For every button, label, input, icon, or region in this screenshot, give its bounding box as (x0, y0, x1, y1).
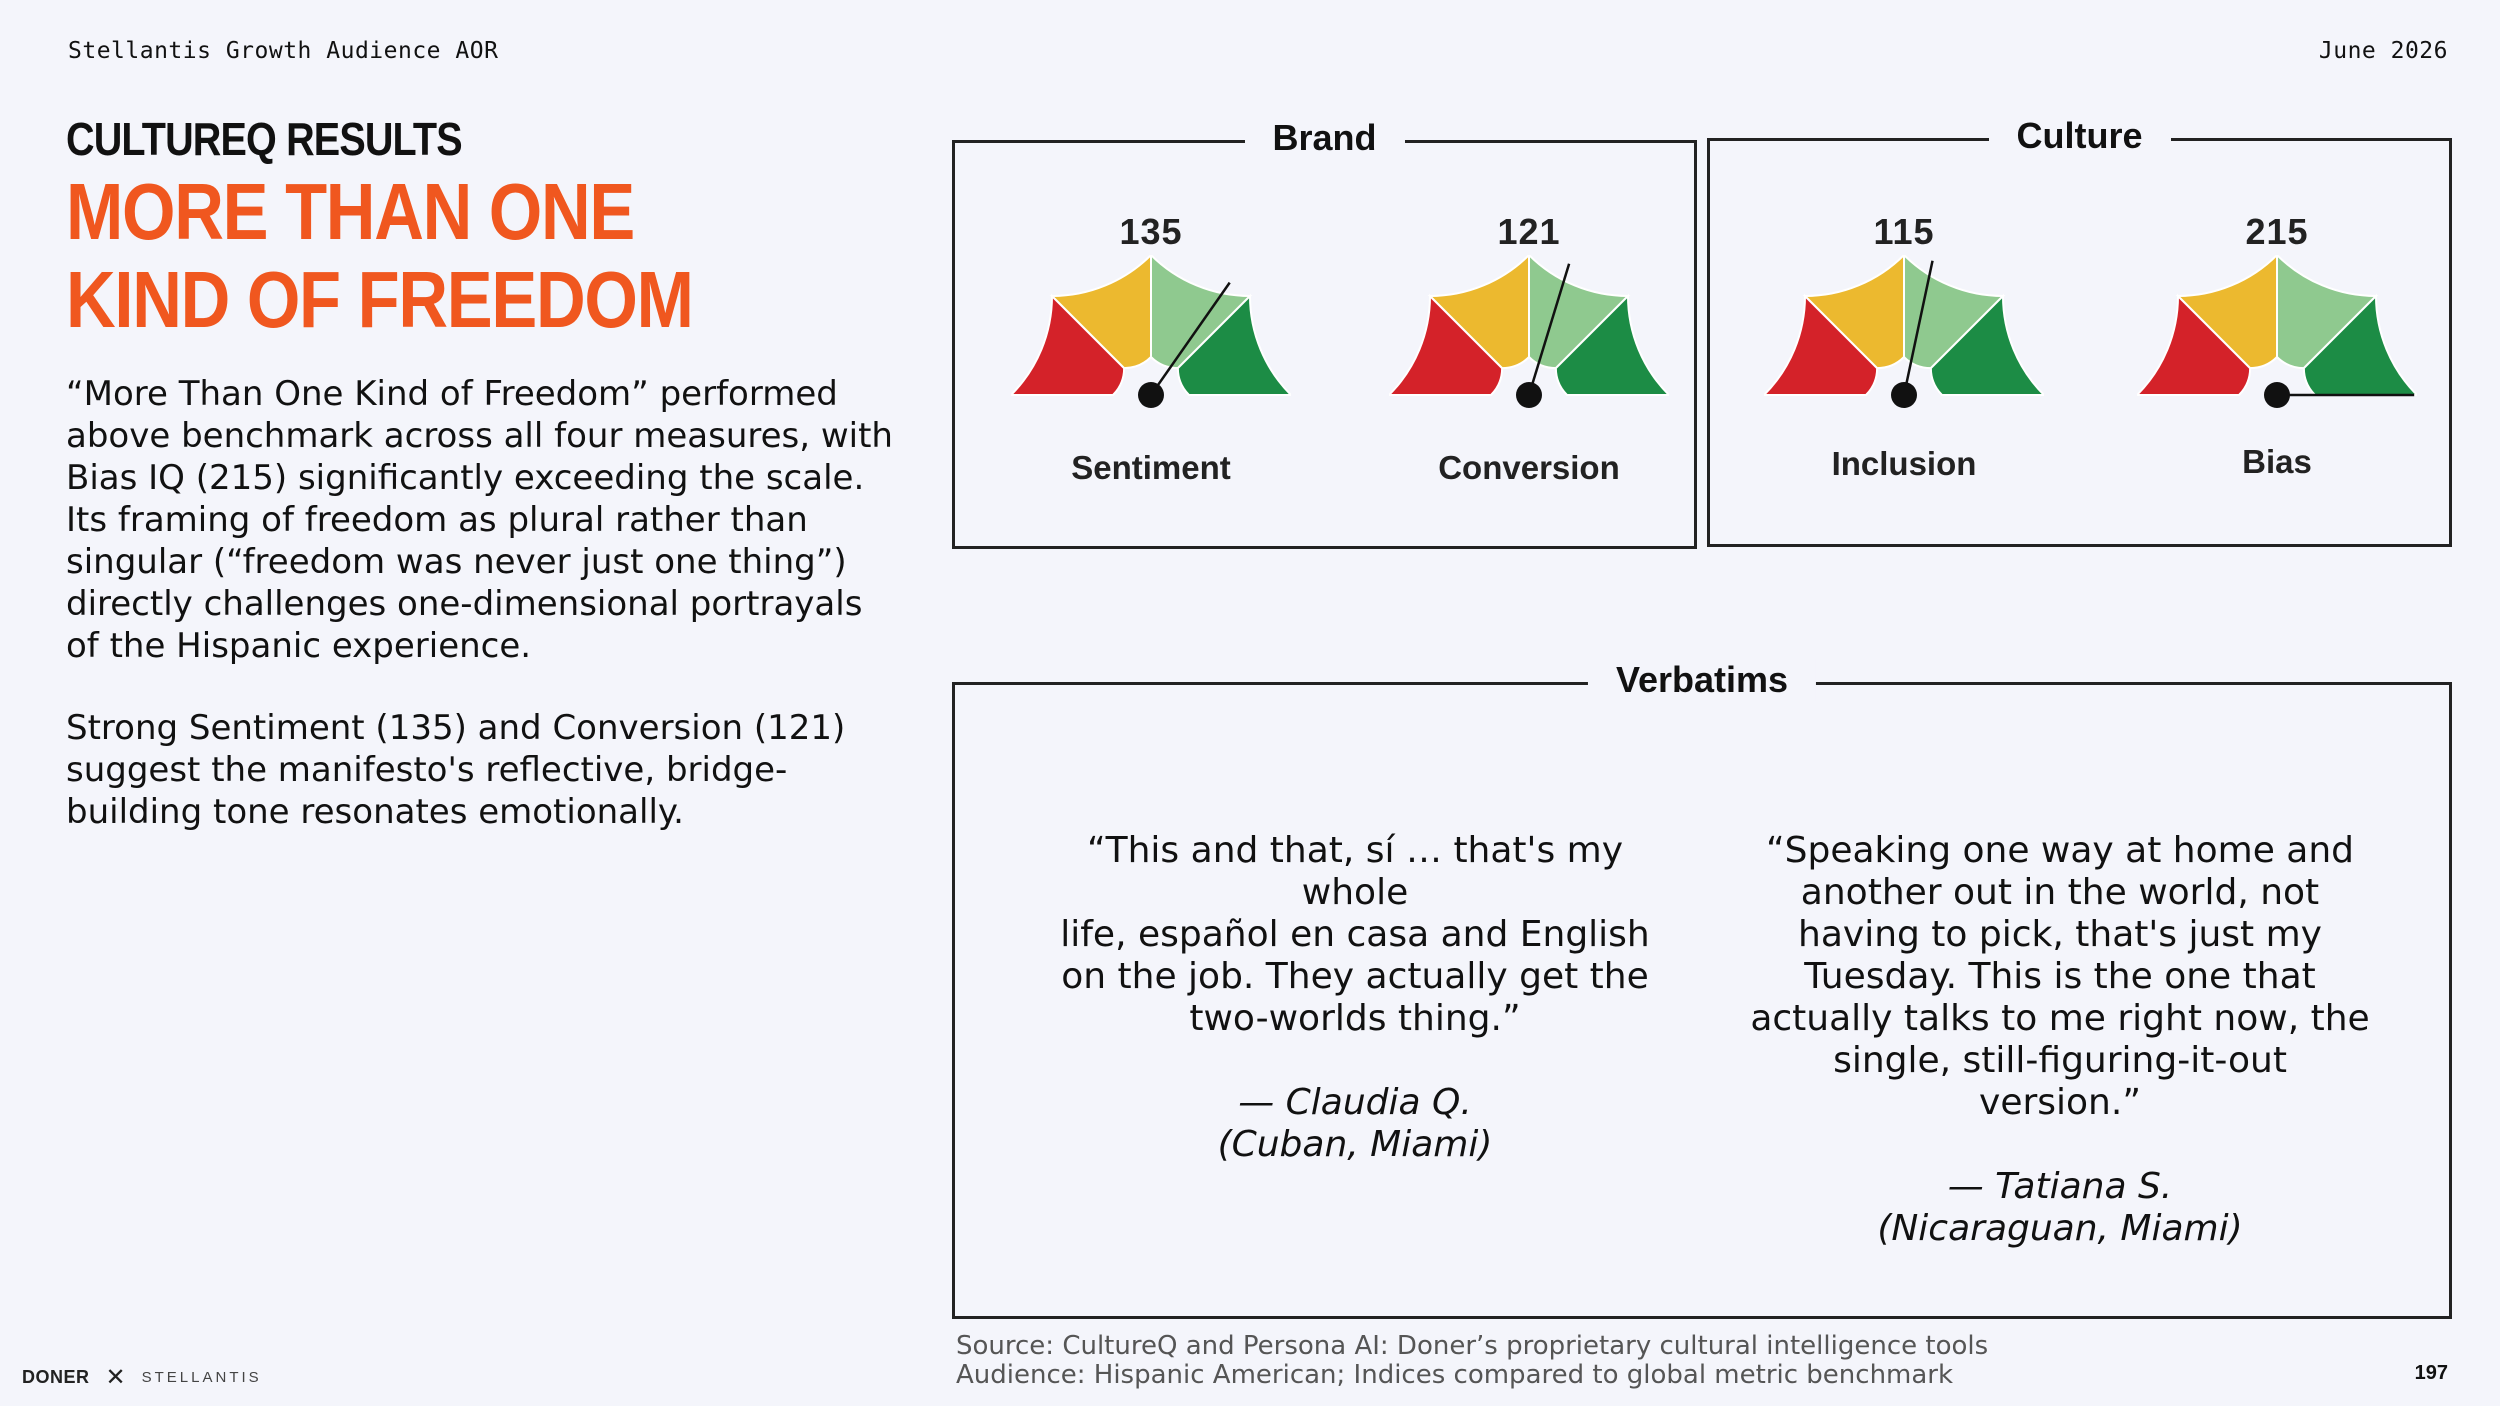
section-kicker: CULTUREQ RESULTS (66, 113, 462, 165)
footer-logos (22, 1365, 262, 1389)
gauge-dial (1389, 255, 1669, 415)
gauge-dial (1011, 255, 1291, 415)
gauge-label: Inclusion (1831, 445, 1977, 482)
quote-line: on the job. They actually get the (1061, 956, 1649, 997)
verbatims-panel-title: Verbatims (1588, 659, 1816, 701)
gauge-score: 115 (1873, 211, 1935, 252)
body-paragraph-1: “More Than One Kind of Freedom” performed above benchmark across all four measures, with Bias IQ (215) significantly exceeding the scale. Its framing of freedom as plural rather than singular (“freedom was never just one thing”) directly challenges one-dimensional portrayals of the Hispanic experience. (66, 374, 893, 666)
client-name: Stellantis Growth Audience AOR (68, 38, 499, 64)
culture-panel-title: Culture (1989, 115, 2171, 157)
doner-logo: DONER (22, 1366, 90, 1387)
audience-line: Audience: Hispanic American; Indices compared to global metric benchmark (956, 1360, 1954, 1390)
body-paragraph-2: Strong Sentiment (135) and Conversion (121) suggest the manifesto's reflective, bridge-building tone resonates emotionally. (66, 708, 846, 832)
quote-line: single, still-figuring-it-out (1833, 1040, 2287, 1081)
brand-panel (952, 117, 1697, 549)
quote-attribution-detail: (Nicaraguan, Miami) (1877, 1208, 2243, 1249)
gauge-needle-hub (2264, 382, 2290, 408)
verbatim-quote-1 (1030, 830, 1680, 1166)
gauge-dial (1764, 255, 2044, 415)
quote-line: Tuesday. This is the one that (1804, 956, 2316, 997)
quote-line: another out in the world, not (1800, 872, 2320, 913)
quote-line: “Speaking one way at home and (1765, 830, 2355, 871)
source-line: Source: CultureQ and Persona AI: Doner’s proprietary cultural intelligence tools (956, 1331, 1989, 1361)
footer-source (956, 1332, 1988, 1390)
quote-text (1030, 830, 1680, 1040)
brand-panel-title: Brand (1244, 117, 1404, 159)
report-date: June 2026 (2318, 38, 2448, 64)
gauge-label: Conversion (1438, 449, 1620, 486)
gauge-label: Sentiment (1071, 449, 1231, 486)
gauge-dial (2137, 255, 2417, 415)
gauge-score: 121 (1497, 211, 1561, 252)
verbatim-quote-2 (1740, 830, 2380, 1250)
gauge-needle-hub (1891, 382, 1917, 408)
gauge-needle-hub (1138, 382, 1164, 408)
quote-line: version.” (1979, 1082, 2141, 1123)
gauge-needle-hub (1516, 382, 1542, 408)
quote-attribution-name: — Tatiana S. (1947, 1166, 2173, 1207)
gauge-label: Bias (2242, 443, 2312, 480)
culture-panel (1707, 115, 2452, 547)
quote-text (1740, 830, 2380, 1124)
quote-line: having to pick, that's just my (1798, 914, 2322, 955)
quote-attribution-detail: (Cuban, Miami) (1217, 1124, 1493, 1165)
page-number: 197 (2414, 1362, 2448, 1384)
page-title: MORE THAN ONE KIND OF FREEDOM (66, 167, 693, 344)
quote-attribution-name: — Claudia Q. (1238, 1082, 1472, 1123)
quote-line: two-worlds thing.” (1189, 998, 1521, 1039)
quote-line: “This and that, sí … that's my whole (1086, 830, 1624, 913)
separator-x-icon: ✕ (105, 1363, 126, 1391)
quote-line: actually talks to me right now, the (1750, 998, 2370, 1039)
gauge-score: 135 (1119, 211, 1183, 252)
gauge-score: 215 (2245, 211, 2309, 252)
stellantis-logo: STELLANTIS (141, 1368, 262, 1386)
quote-line: life, español en casa and English (1060, 914, 1650, 955)
